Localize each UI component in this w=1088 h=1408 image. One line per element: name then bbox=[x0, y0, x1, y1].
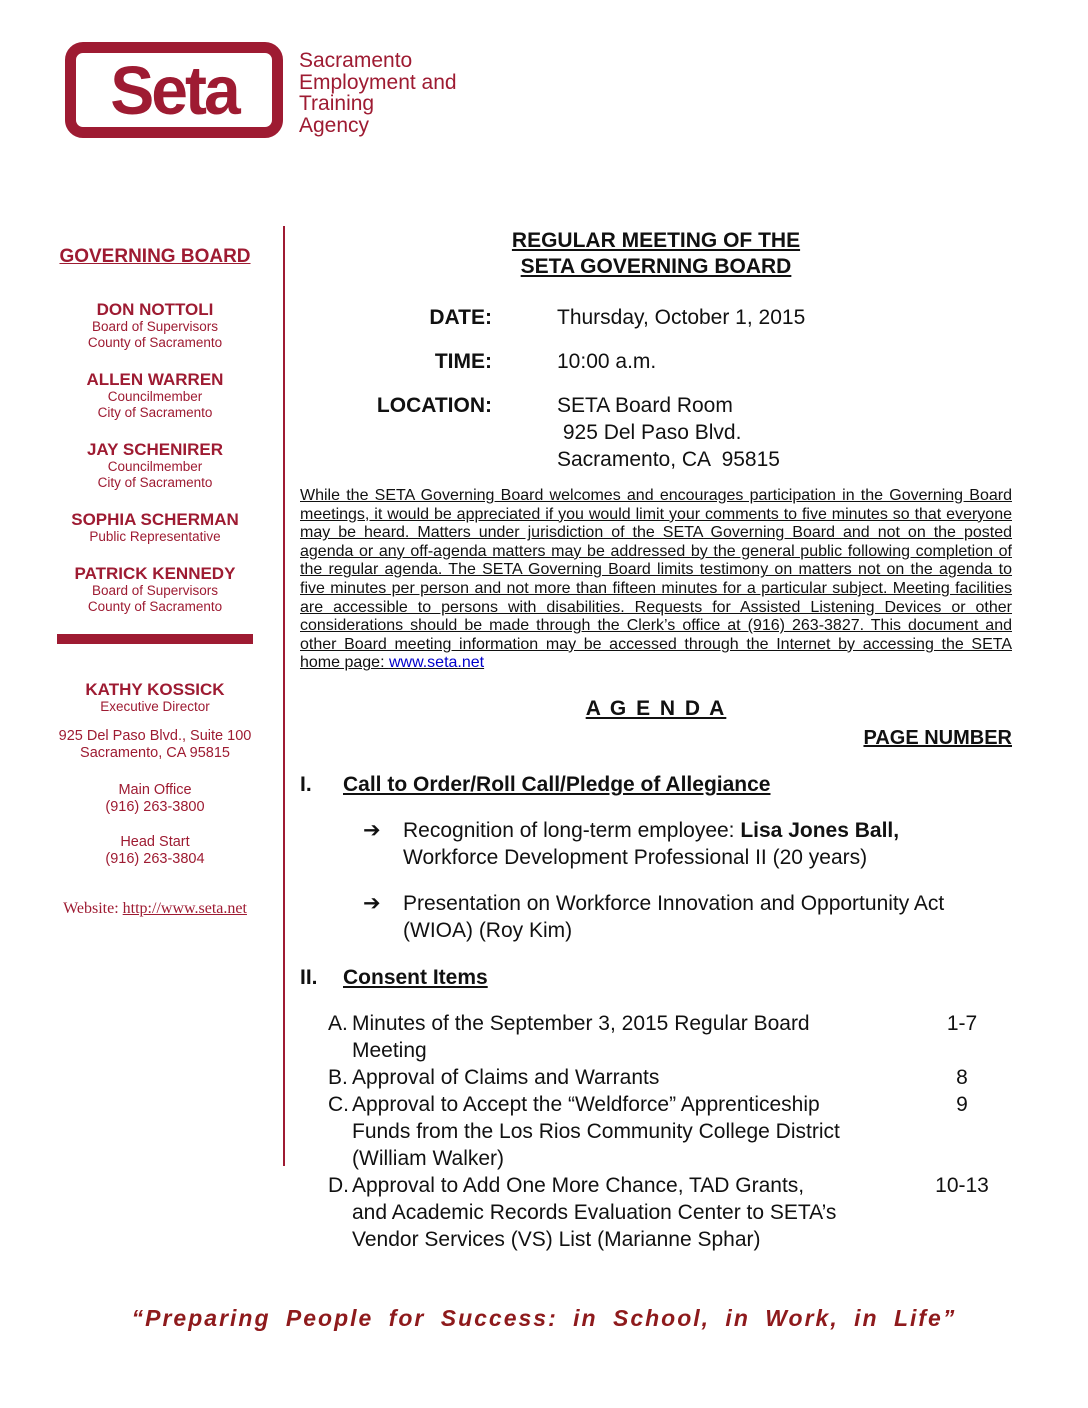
director-name: KATHY KOSSICK bbox=[85, 680, 225, 699]
agenda-section-consent-items bbox=[300, 964, 1012, 991]
agenda-section-call-to-order bbox=[300, 771, 1012, 798]
website-line bbox=[55, 900, 255, 918]
bullet-text bbox=[403, 890, 944, 944]
meeting-title-line1: REGULAR MEETING OF THE bbox=[511, 229, 801, 252]
consent-items-list bbox=[300, 1010, 1012, 1253]
director-title: Executive Director bbox=[100, 699, 210, 714]
item-text: Minutes of the September 3, 2015 Regular Board Meeting bbox=[352, 1011, 810, 1062]
contact-phone: (916) 263-3804 bbox=[105, 851, 205, 867]
agency-name-line: Employment and bbox=[299, 70, 457, 94]
item-letter: D. bbox=[328, 1173, 349, 1197]
member-name: ALLEN WARREN bbox=[86, 370, 224, 389]
time-label: TIME: bbox=[434, 350, 492, 373]
item-letter: A. bbox=[328, 1011, 348, 1035]
website-link[interactable]: http://www.seta.net bbox=[122, 900, 247, 917]
contact-head-start bbox=[55, 834, 255, 868]
agency-name bbox=[299, 42, 457, 136]
time-value: 10:00 a.m. bbox=[557, 350, 657, 373]
section-numeral: I. bbox=[300, 772, 312, 796]
section-numeral: II. bbox=[300, 965, 318, 989]
member-org: City of Sacramento bbox=[97, 405, 213, 420]
notice-text: While the SETA Governing Board welcomes and encourages participation in the Governing Board meetings, it would be appreciated if you would limit your comments to five minutes so that everyone may be heard. Matters under jurisdiction of the SETA Governing Board and not on the posted agenda or any off-agenda matters may be addressed by the general public following completion of the regular agenda. The SETA Governing Board limits testimony on matters not on the agenda to five minutes per person and not more than fifteen minutes for a particular subject. Meeting facilities are accessible to persons with disabilities. Requests for Assisted Listening Devices or other considerations should be made through the Clerk’s office at (916) 263-3827. This document and other Board meeting information may be accessed through the Internet by accessing the SETA home page: bbox=[300, 487, 1012, 672]
member-role: Board of Supervisors bbox=[91, 583, 219, 598]
contact-label: Main Office bbox=[118, 782, 192, 798]
item-page-number: 1-7 bbox=[946, 1011, 978, 1035]
arrow-bullet-icon: ➔ bbox=[363, 817, 381, 842]
meeting-date-row bbox=[300, 304, 1012, 331]
arrow-bullet-icon: ➔ bbox=[363, 890, 381, 915]
address-line: Sacramento, CA 95815 bbox=[80, 745, 230, 761]
location-line: Sacramento, CA 95815 bbox=[557, 448, 780, 471]
page-number-label: PAGE NUMBER bbox=[863, 726, 1012, 749]
main-content bbox=[300, 228, 1012, 1253]
consent-item-b bbox=[300, 1064, 1012, 1091]
motto-footer: “Preparing People for Success: in School, in Work, in Life” bbox=[131, 1305, 957, 1331]
date-label: DATE: bbox=[429, 306, 492, 329]
item-text: Approval to Add One More Chance, TAD Grants, and Academic Records Evaluation Center to SETA’s Vendor Services (VS) List (Marianne Sphar) bbox=[352, 1173, 837, 1251]
consent-item-a bbox=[300, 1010, 1012, 1064]
section-title: Consent Items bbox=[343, 965, 488, 989]
location-value bbox=[492, 392, 780, 473]
bullet-text bbox=[403, 817, 899, 871]
agenda-bullet-presentation bbox=[300, 890, 1012, 944]
agency-name-line: Agency bbox=[299, 113, 370, 137]
board-member bbox=[55, 300, 255, 351]
item-page-number: 9 bbox=[956, 1092, 968, 1116]
agenda-heading: A G E N D A bbox=[585, 696, 727, 720]
header bbox=[65, 42, 457, 138]
location-line: SETA Board Room bbox=[557, 394, 733, 417]
member-org: County of Sacramento bbox=[87, 599, 223, 614]
item-page-number: 10-13 bbox=[935, 1173, 989, 1197]
location-label: LOCATION: bbox=[376, 394, 492, 417]
member-org: County of Sacramento bbox=[87, 335, 223, 350]
board-member bbox=[55, 564, 255, 615]
member-name: PATRICK KENNEDY bbox=[74, 564, 236, 583]
public-participation-notice bbox=[300, 487, 1012, 673]
member-name: SOPHIA SCHERMAN bbox=[71, 510, 239, 529]
member-org: City of Sacramento bbox=[97, 475, 213, 490]
employee-name: Lisa Jones Ball, bbox=[740, 818, 900, 842]
member-role: Board of Supervisors bbox=[91, 319, 219, 334]
agency-name-line: Sacramento bbox=[299, 49, 413, 72]
sidebar-heading: GOVERNING BOARD bbox=[59, 246, 251, 267]
bullet-text-line1: Presentation on Workforce Innovation and Opportunity Act bbox=[403, 891, 945, 915]
item-text: Approval of Claims and Warrants bbox=[352, 1065, 660, 1089]
member-name: JAY SCHENIRER bbox=[86, 440, 224, 459]
agency-address bbox=[55, 728, 255, 762]
item-text: Approval to Accept the “Weldforce” Apprenticeship Funds from the Los Rios Community College District (William Walker) bbox=[352, 1092, 840, 1170]
member-role: Councilmember bbox=[107, 389, 203, 404]
sidebar-divider-bar bbox=[57, 634, 253, 644]
bullet-text-line2: Workforce Development Professional II (20 years) bbox=[403, 845, 868, 869]
date-value: Thursday, October 1, 2015 bbox=[557, 306, 806, 329]
vertical-divider bbox=[283, 226, 285, 1166]
contact-label: Head Start bbox=[120, 834, 190, 850]
meeting-location-row bbox=[300, 392, 1012, 473]
seta-homepage-link[interactable]: www.seta.net bbox=[388, 654, 485, 672]
board-member bbox=[55, 370, 255, 421]
meeting-time-row bbox=[300, 348, 1012, 375]
consent-item-c bbox=[300, 1091, 1012, 1172]
bullet-text-pre: Recognition of long-term employee: bbox=[403, 818, 741, 842]
location-line: 925 Del Paso Blvd. bbox=[557, 421, 742, 444]
member-role: Public Representative bbox=[89, 529, 221, 544]
contact-phone: (916) 263-3800 bbox=[105, 799, 205, 815]
seta-logo bbox=[65, 42, 283, 138]
agenda-bullet-recognition bbox=[300, 817, 1012, 871]
agency-name-line: Training bbox=[299, 92, 375, 115]
address-line: 925 Del Paso Blvd., Suite 100 bbox=[58, 728, 252, 744]
meeting-title bbox=[300, 228, 1012, 280]
item-page-number: 8 bbox=[956, 1065, 968, 1089]
board-member bbox=[55, 440, 255, 491]
seta-logo-mark: Seta bbox=[110, 51, 238, 129]
section-title: Call to Order/Roll Call/Pledge of Allegiance bbox=[343, 772, 771, 796]
meeting-title-line2: SETA GOVERNING BOARD bbox=[520, 255, 792, 278]
governing-board-sidebar bbox=[55, 246, 255, 918]
consent-item-d bbox=[300, 1172, 1012, 1253]
member-role: Councilmember bbox=[107, 459, 203, 474]
item-letter: C. bbox=[328, 1092, 349, 1116]
bullet-text-line2: (WIOA) (Roy Kim) bbox=[403, 918, 573, 942]
board-member bbox=[55, 510, 255, 545]
executive-director bbox=[55, 680, 255, 715]
contact-main-office bbox=[55, 782, 255, 816]
item-letter: B. bbox=[328, 1065, 348, 1089]
website-label: Website: bbox=[63, 900, 123, 917]
member-name: DON NOTTOLI bbox=[96, 300, 214, 319]
